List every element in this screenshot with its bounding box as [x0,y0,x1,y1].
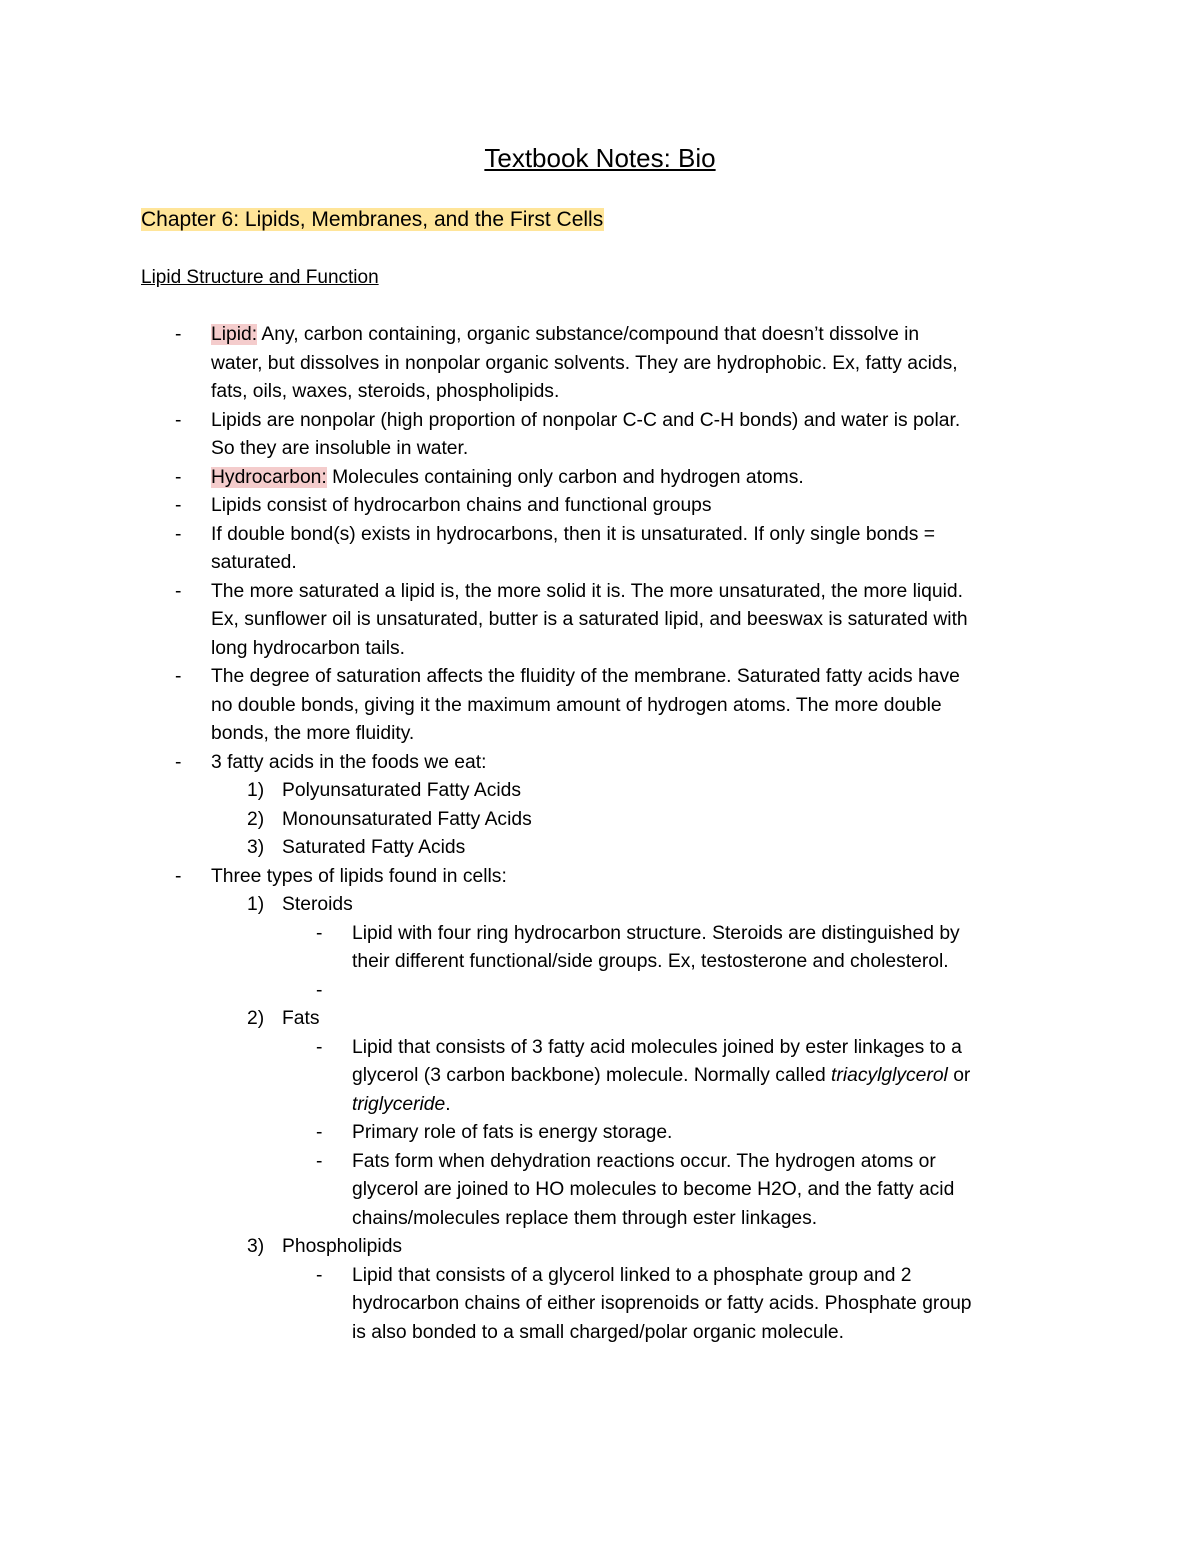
sub-list-item: - Primary role of fats is energy storage. [0,1119,1200,1148]
bullet-dash: - [175,666,182,687]
sub-list-item-continuation: triglyceride. [352,1093,451,1115]
sub-list-item-continuation: chains/molecules replace them through ester linkages. [352,1207,818,1229]
sub-list-item-empty [0,977,1200,1006]
chapter-heading-text: Chapter 6: Lipids, Membranes, and the First Cells [141,208,604,231]
numbered-item: 2) Fats [247,1008,320,1029]
sub-list-item: - Lipid that consists of 3 fatty acid molecules joined by ester linkages to a [0,1034,1200,1063]
sub-list-item-continuation: their different functional/side groups. Ex, testosterone and cholesterol. [352,951,949,972]
sub-list-item: - Lipid with four ring hydrocarbon structure. Steroids are distinguished by [0,920,1200,949]
numbered-item: 3) Phospholipids [247,1236,403,1257]
notes-list [0,321,1200,1347]
section-heading: Lipid Structure and Function [141,267,379,288]
bullet-dash: - [175,865,182,887]
list-item: - If double bond(s) exists in hydrocarbons, then it is unsaturated. If only single bonds = [0,521,1200,550]
list-item: - Hydrocarbon: Molecules containing only carbon and hydrogen atoms. [0,464,1200,493]
sub-list-item-continuation: is also bonded to a small charged/polar organic molecule. [352,1321,844,1343]
bullet-dash: - [175,495,182,516]
numbered-item: 1) Steroids [247,894,353,915]
list-item: - 3 fatty acids in the foods we eat: [0,749,1200,778]
bullet-dash: - [175,523,182,545]
bullet-dash: - [175,580,182,602]
list-item-continuation: long hydrocarbon tails. [211,637,405,659]
list-item-text: Lipid: Any, carbon containing, organic substance/compound that doesn’t dissolve in [211,324,920,345]
list-item-continuation: fats, oils, waxes, steroids, phospholipids. [211,381,560,402]
list-item: - The more saturated a lipid is, the more solid it is. The more unsaturated, the more liquid. [0,578,1200,607]
bullet-dash: - [316,1150,323,1172]
bullet-dash: - [175,751,182,773]
italic-term: triglyceride [352,1093,446,1115]
italic-term: triacylglycerol [831,1065,948,1086]
sub-list-item: - Fats form when dehydration reactions occur. The hydrogen atoms or [0,1148,1200,1177]
list-item-continuation: bonds, the more fluidity. [211,723,415,744]
list-item-continuation: water, but dissolves in nonpolar organic solvents. They are hydrophobic. Ex, fatty acids, [211,352,958,374]
sub-list-item: - Lipid that consists of a glycerol linked to a phosphate group and 2 [0,1262,1200,1291]
sub-list-item-continuation: hydrocarbon chains of either isoprenoids or fatty acids. Phosphate group [352,1293,972,1314]
term-highlight: Hydrocarbon: [211,466,327,488]
bullet-dash: - [316,1264,323,1286]
bullet-dash: - [316,922,323,944]
bullet-dash: - [175,409,182,431]
list-item-continuation: no double bonds, giving it the maximum amount of hydrogen atoms. The more double [211,694,942,716]
numbered-item: 2) Monounsaturated Fatty Acids [247,808,532,830]
term-highlight: Lipid: [211,324,258,345]
list-item: - Three types of lipids found in cells: [0,863,1200,892]
list-item-continuation: So they are insoluble in water. [211,438,469,459]
bullet-dash: - [175,466,182,488]
sub-list-item-continuation: glycerol are joined to HO molecules to become H2O, and the fatty acid [352,1179,955,1200]
list-item: - Lipids consist of hydrocarbon chains and functional groups [0,492,1200,521]
chapter-heading [141,205,604,235]
list-item [0,321,1200,350]
list-item: - The degree of saturation affects the fluidity of the membrane. Saturated fatty acids have [0,663,1200,692]
numbered-item: 3) Saturated Fatty Acids [247,837,466,858]
bullet-dash: - [175,324,182,345]
list-item: - Lipids are nonpolar (high proportion of nonpolar C-C and C-H bonds) and water is polar. [0,407,1200,436]
numbered-item: 1) Polyunsaturated Fatty Acids [247,780,522,801]
list-item-continuation: saturated. [211,552,297,573]
bullet-dash: - [316,1122,323,1143]
bullet-dash: - [316,979,323,1001]
list-item-continuation: Ex, sunflower oil is unsaturated, butter is a saturated lipid, and beeswax is saturated with [211,609,968,630]
document-title: Textbook Notes: Bio [484,143,716,173]
sub-list-item-continuation: glycerol (3 carbon backbone) molecule. Normally called triacylglycerol or [352,1065,971,1086]
bullet-dash: - [316,1036,323,1058]
